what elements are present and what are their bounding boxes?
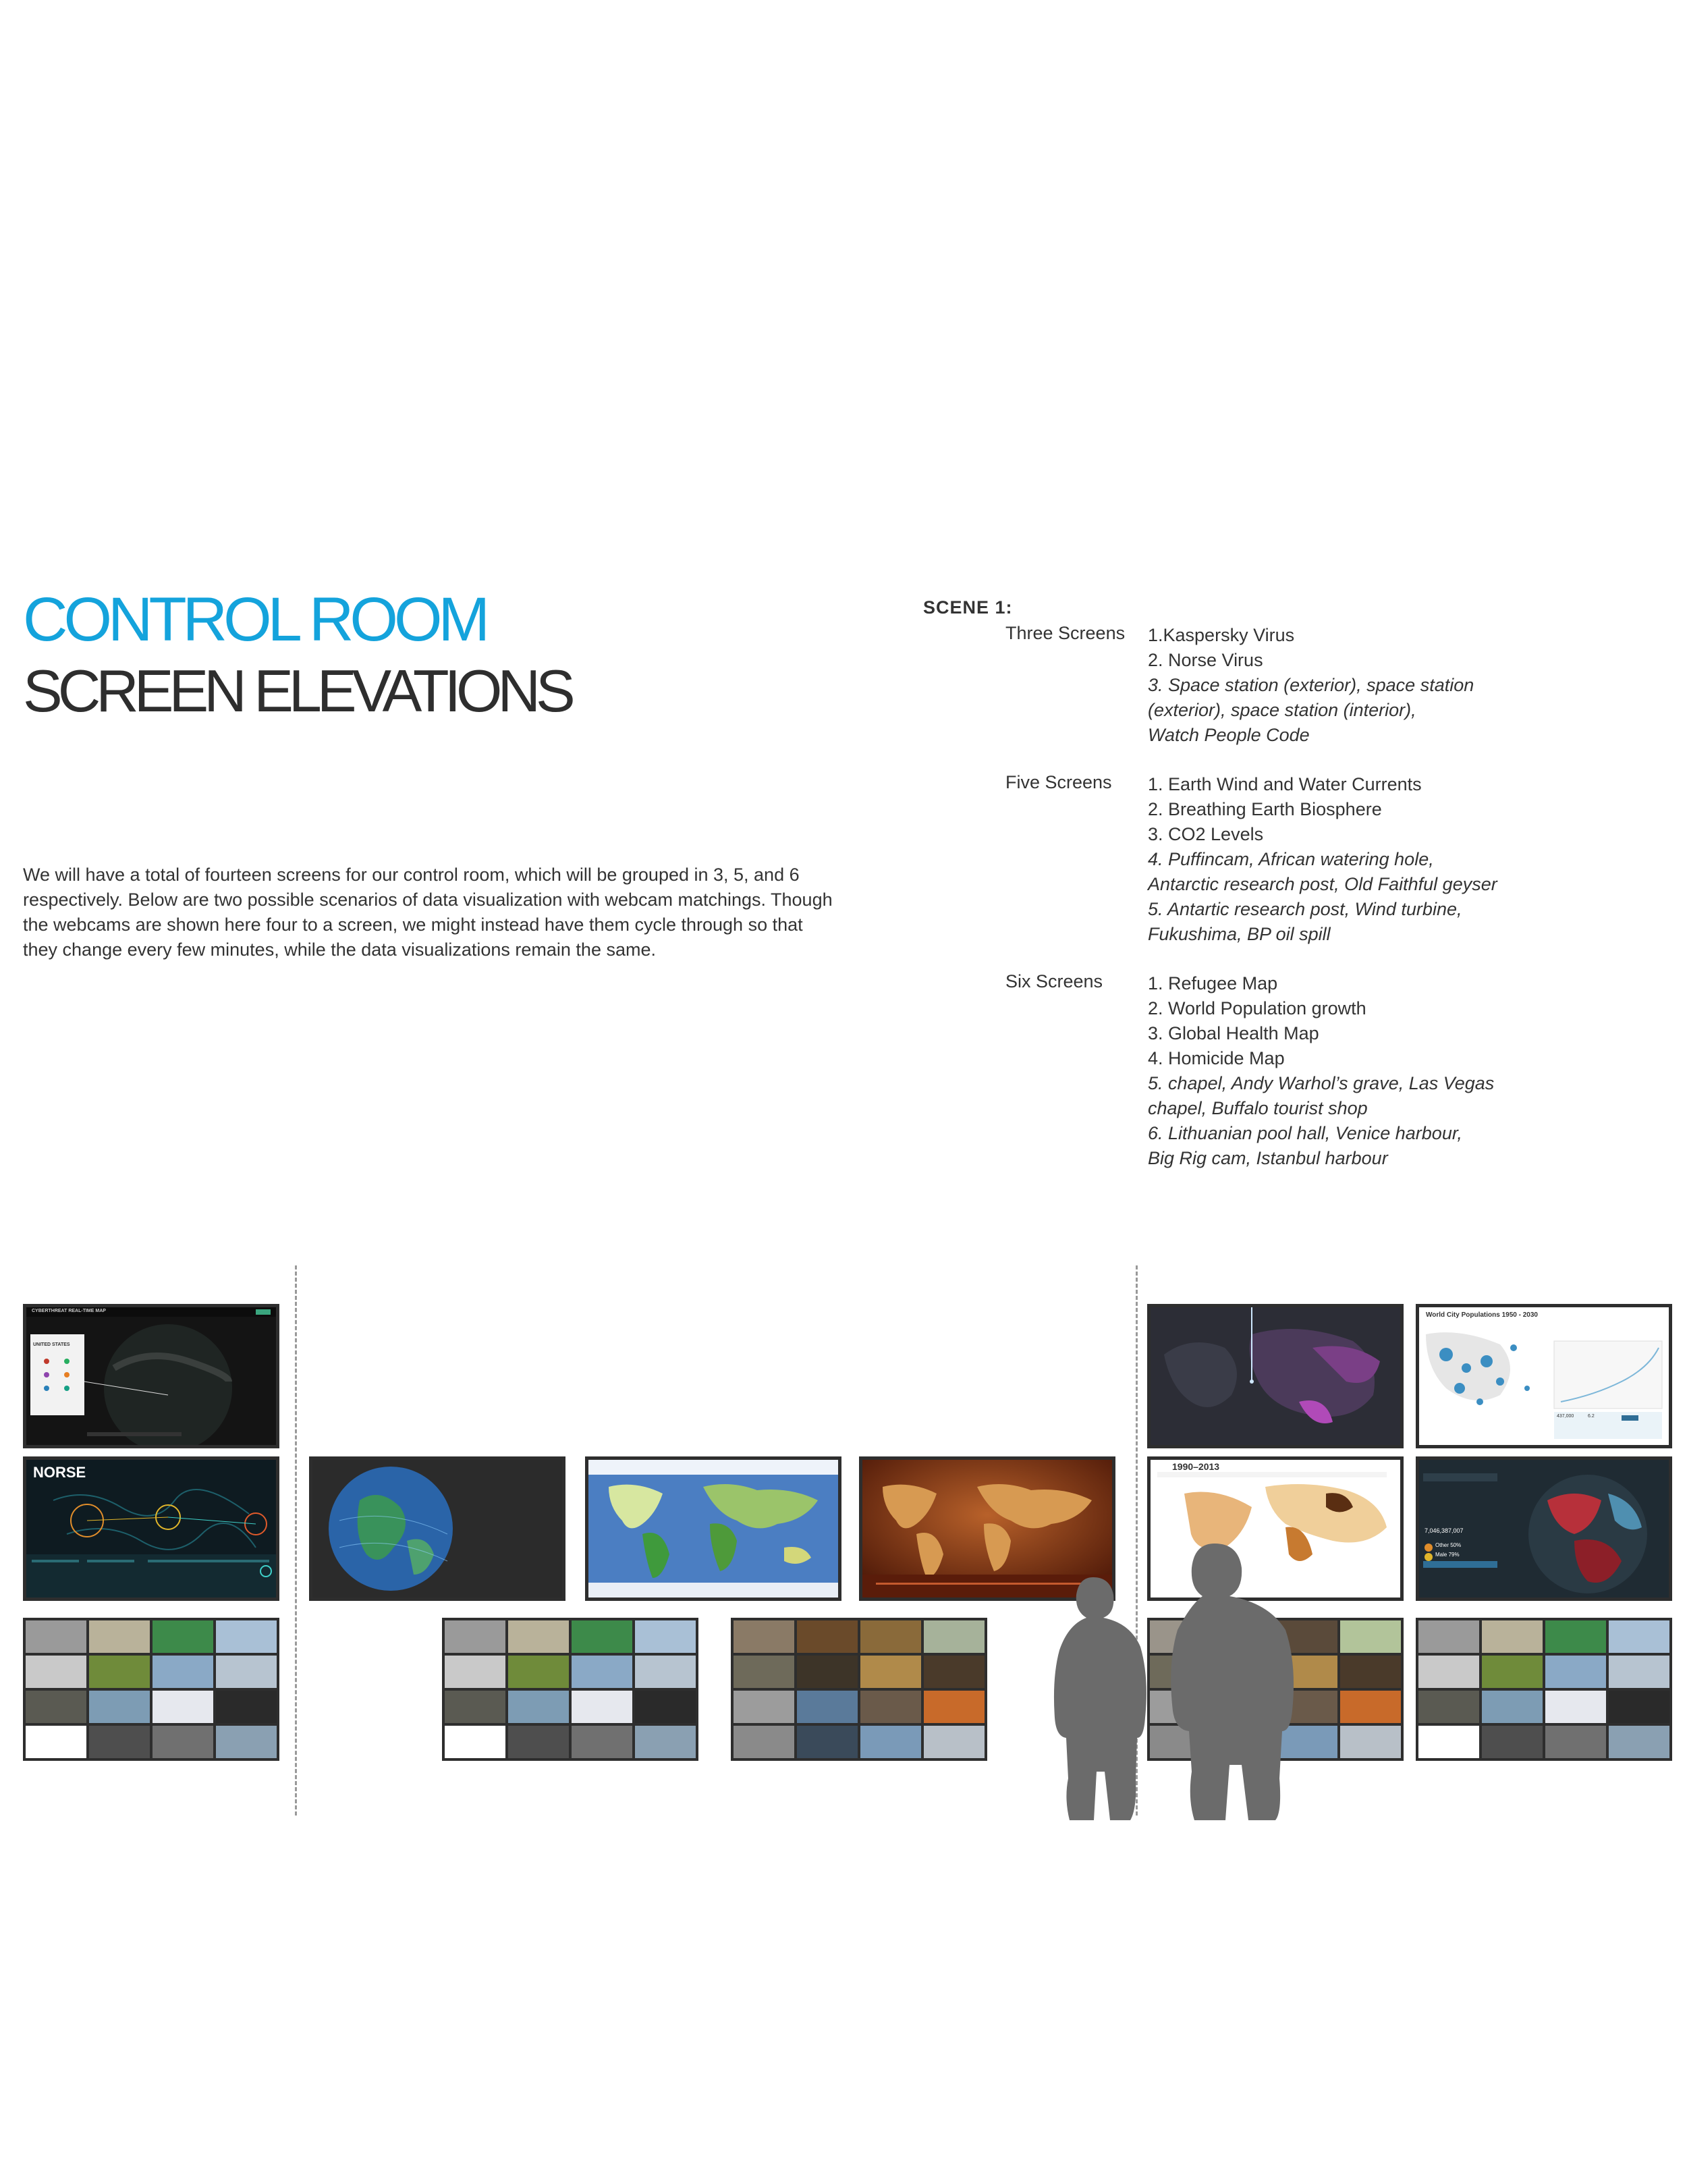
scene-heading: SCENE 1: [923,597,1013,618]
webcam-grid-three [23,1618,279,1761]
screen-breathing-earth [585,1456,841,1601]
group-label: Five Screens [1005,772,1112,792]
list-item: 2. Breathing Earth Biosphere [1148,799,1382,819]
population-value: 6.2 [1588,1414,1595,1419]
list-item: 3. Space station (exterior), space station [1148,675,1474,695]
kaspersky-visual [26,1307,276,1445]
person-silhouette [1140,1542,1302,1822]
list-item: Fukushima, BP oil spill [1148,924,1331,944]
webcam-grid-five-b [731,1618,987,1761]
webcam-grid-six-b [1416,1618,1672,1761]
kaspersky-brand: CYBERTHREAT REAL-TIME MAP [32,1309,106,1313]
group-label: Three Screens [1005,623,1126,643]
screen-earth-currents [309,1456,565,1601]
norse-brand: NORSE [33,1464,86,1481]
health-other: Other 50% [1435,1542,1462,1548]
kaspersky-country: UNITED STATES [33,1342,70,1347]
screen-refugee-map [1147,1304,1404,1448]
list-item: 1. Refugee Map [1148,973,1278,993]
list-item: 1.Kaspersky Virus [1148,625,1295,645]
list-item: 4. Puffincam, African watering hole, [1148,849,1434,869]
refugee-visual [1151,1307,1400,1445]
biosphere-visual [588,1460,838,1598]
group-divider [295,1265,297,1816]
list-item: 4. Homicide Map [1148,1048,1285,1068]
population-value: 437,000 [1557,1414,1574,1419]
list-item: 5. Antartic research post, Wind turbine, [1148,899,1462,919]
health-count: 7,046,387,007 [1425,1527,1464,1534]
earth-currents-visual [312,1460,562,1598]
screen-kaspersky-map [23,1304,279,1448]
list-item: 3. Global Health Map [1148,1023,1319,1043]
group-items [1148,772,1620,947]
screen-norse-map [23,1456,279,1601]
list-item: 6. Lithuanian pool hall, Venice harbour, [1148,1123,1462,1143]
list-item: (exterior), space station (interior), [1148,700,1416,720]
list-item: 2. World Population growth [1148,998,1366,1018]
list-item: 3. CO2 Levels [1148,824,1264,844]
population-title: World City Populations 1950 - 2030 [1426,1311,1538,1319]
population-visual [1419,1307,1669,1445]
list-item: 1. Earth Wind and Water Currents [1148,774,1422,794]
list-item: 5. chapel, Andy Warhol’s grave, Las Vegas [1148,1073,1495,1093]
webcam-grid-five-a [442,1618,698,1761]
screen-world-population [1416,1304,1672,1448]
list-item: Antarctic research post, Old Faithful geyser [1148,874,1497,894]
group-label: Six Screens [1005,971,1103,991]
list-item: Big Rig cam, Istanbul harbour [1148,1148,1388,1168]
screen-global-health [1416,1456,1672,1601]
page-title: CONTROL ROOM [23,585,487,654]
health-male: Male 79% [1435,1552,1460,1558]
group-items [1148,623,1620,748]
list-item: Watch People Code [1148,725,1310,745]
homicide-years: 1990–2013 [1172,1461,1220,1472]
list-item: chapel, Buffalo tourist shop [1148,1098,1368,1118]
list-item: 2. Norse Virus [1148,650,1263,670]
page-subtitle: SCREEN ELEVATIONS [23,657,571,724]
intro-paragraph: We will have a total of fourteen screens for our control room, which will be grouped in 3, 5, and 6 respectively. Below are two possible scenarios of data visualization with webcam matchings. Though the webcams are shown here four to a screen, we might instead have them cycle through so that they change every few minutes, while the data visualizations remain the same. [23,865,833,960]
group-items [1148,971,1620,1171]
